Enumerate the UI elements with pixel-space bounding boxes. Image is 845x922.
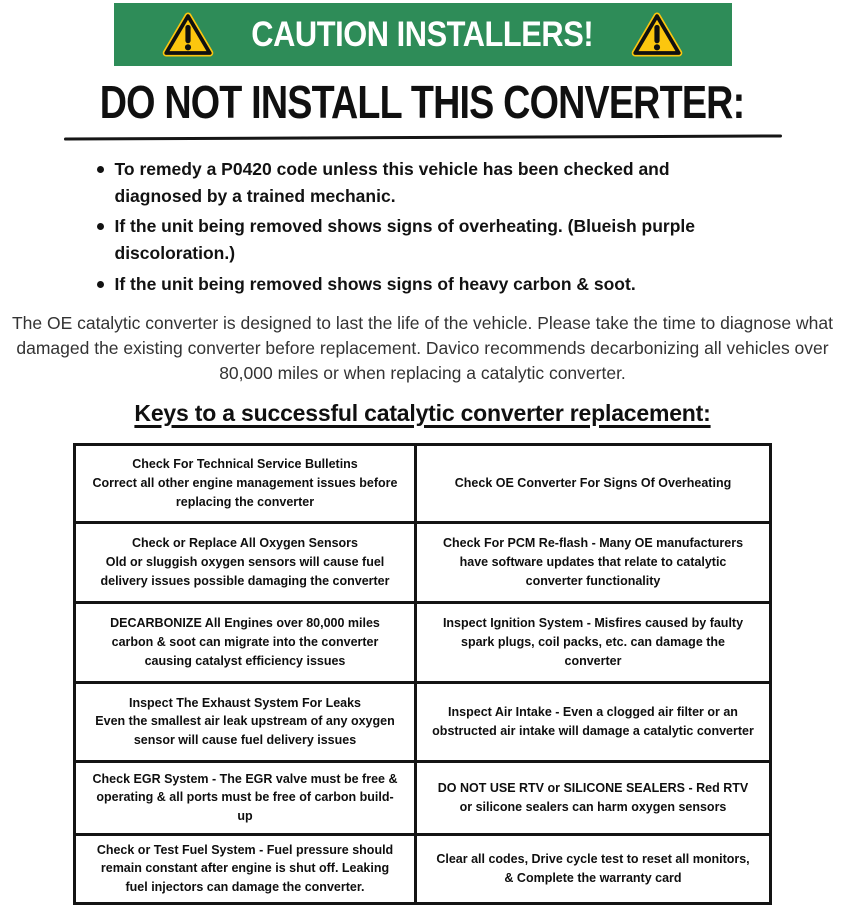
table-cell-right	[416, 761, 771, 834]
table-cell-left	[75, 602, 416, 682]
keys-heading	[0, 400, 845, 428]
cell-line: Check or Replace All Oxygen Sensors	[131, 536, 358, 551]
banner-title: CAUTION INSTALLERS!	[251, 14, 594, 54]
table-cell-left	[75, 761, 416, 834]
cell-line: DECARBONIZE All Engines over 80,000 miles carbon & soot can migrate into the converter causing catalyst efficiency issues	[110, 616, 380, 668]
divider-line	[63, 134, 781, 140]
table-row	[75, 522, 771, 602]
list-item: To remedy a P0420 code unless this vehicle has been checked and diagnosed by a trained mechanic.	[92, 156, 754, 210]
intro-paragraph: The OE catalytic converter is designed to last the life of the vehicle. Please take the time to diagnose what damaged the existing converter before replacement. Davico recommends decarbonizing all vehicles over 80,000 miles or when replacing a catalytic converter.	[11, 312, 833, 384]
table-row	[75, 761, 771, 834]
table-cell-right	[416, 682, 771, 761]
list-item: If the unit being removed shows signs of heavy carbon & soot.	[92, 271, 754, 298]
table-cell-left	[75, 682, 416, 761]
table-cell-right	[416, 522, 771, 602]
table-cell-right	[416, 602, 771, 682]
caution-banner	[114, 3, 732, 66]
cell-line: DO NOT USE RTV or SILICONE SEALERS - Red RTV or silicone sealers can harm oxygen sensors	[437, 781, 749, 814]
cell-line: Clear all codes, Drive cycle test to reset all monitors, & Complete the warranty card	[436, 852, 750, 885]
warning-triangle-icon	[162, 11, 214, 59]
table-cell-left	[75, 522, 416, 602]
cell-line: Old or sluggish oxygen sensors will cause fuel delivery issues possible damaging the converter	[100, 554, 390, 588]
cell-line: Correct all other engine management issues before replacing the converter	[92, 475, 398, 509]
warning-triangle-icon	[631, 11, 683, 59]
table-cell-right	[416, 444, 771, 522]
cell-line: Check or Test Fuel System - Fuel pressure should remain constant after engine is shut off. Leaking fuel injectors can damage the converter.	[96, 842, 394, 895]
table-row	[75, 444, 771, 522]
cell-line: Inspect Ignition System - Misfires caused by faulty spark plugs, coil packs, etc. can damage the converter	[442, 616, 744, 668]
cell-line: Check OE Converter For Signs Of Overheating	[454, 475, 732, 490]
table-row	[75, 682, 771, 761]
cell-line: Inspect The Exhaust System For Leaks	[128, 695, 362, 710]
table-row	[75, 602, 771, 682]
keys-heading-text: Keys to a successful catalytic converter replacement:	[134, 399, 711, 426]
cell-line: Even the smallest air leak upstream of any oxygen sensor will cause fuel delivery issues	[95, 714, 395, 748]
cell-line: Check For PCM Re-flash - Many OE manufacturers have software updates that relate to catalytic converter functionality	[442, 536, 744, 588]
warning-list	[92, 156, 754, 298]
tips-table	[73, 443, 772, 905]
table-cell-right	[416, 834, 771, 903]
list-item: If the unit being removed shows signs of overheating. (Blueish purple discoloration.)	[92, 213, 754, 267]
cell-line: Check For Technical Service Bulletins	[132, 457, 358, 472]
cell-line: Inspect Air Intake - Even a clogged air filter or an obstructed air intake will damage a catalytic converter	[432, 705, 754, 738]
table-cell-left	[75, 444, 416, 522]
cell-line: Check EGR System - The EGR valve must be free & operating & all ports must be free of carbon build-up	[92, 771, 398, 824]
table-row	[75, 834, 771, 903]
table-cell-left	[75, 834, 416, 903]
page-title-text: DO NOT INSTALL THIS CONVERTER:	[100, 76, 745, 128]
page-title	[0, 75, 845, 129]
